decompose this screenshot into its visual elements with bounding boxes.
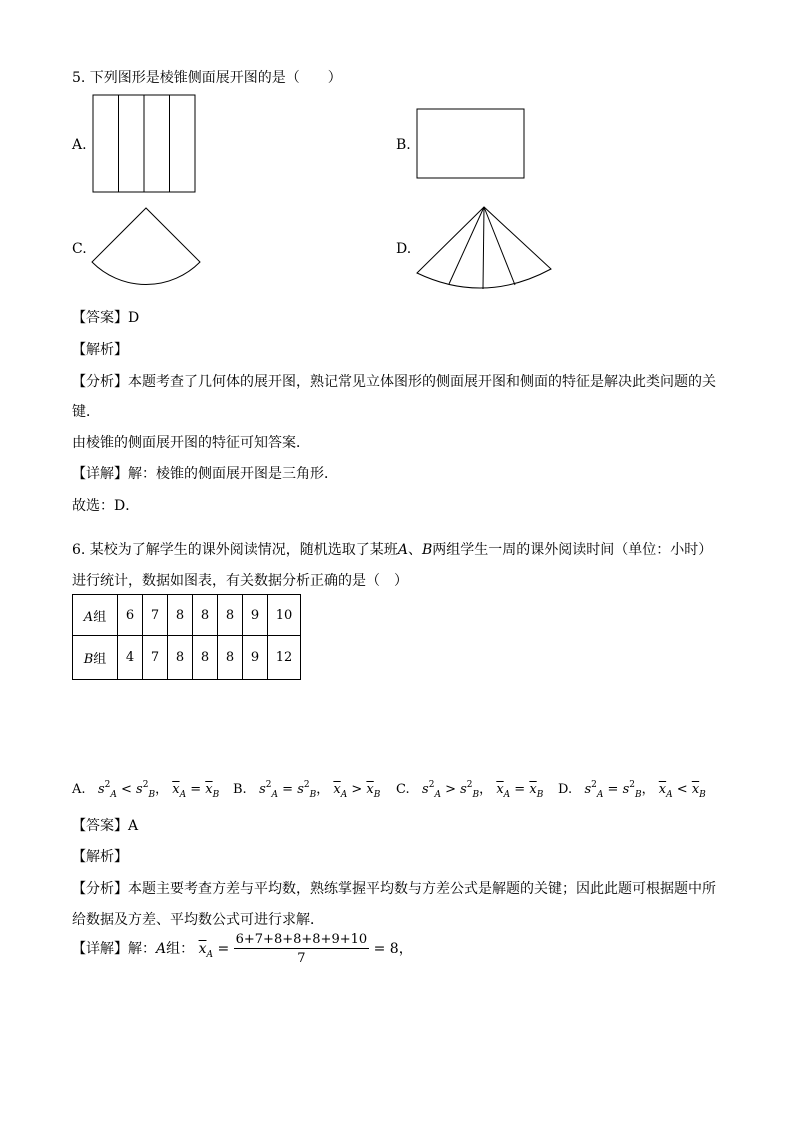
cell: 10: [268, 595, 301, 636]
detail-result: = 8，: [373, 941, 413, 957]
cell: 8: [193, 595, 218, 636]
q6-stem-part2: 两组学生一周的课外阅读时间（单位：小时）: [432, 542, 713, 558]
q6-option-b: B. $s^2_A = s^2_B$， $\overline{x}_A > \overline{x}_B$: [233, 780, 381, 800]
q5-stem: 5. 下列图形是棱锥侧面展开图的是（ ）: [72, 70, 342, 86]
q5-answer: 【答案】D: [72, 310, 140, 326]
q6-analysis-title: 【解析】: [72, 849, 128, 865]
detail-fraction: [234, 932, 370, 966]
q5-analysis-title: 【解析】: [72, 342, 128, 358]
q6-stem-part1: 6. 某校为了解学生的课外阅读情况，随机选取了某班: [72, 542, 398, 558]
detail-equals: =: [217, 941, 230, 957]
q6-option-c: C. $s^2_A > s^2_B$， $\overline{x}_A = \overline{x}_B$: [396, 780, 544, 800]
cell: 8: [218, 595, 243, 636]
row-label-b: B组: [73, 636, 118, 680]
q6-stem-sep: 、: [407, 542, 422, 558]
cell: 8: [168, 595, 193, 636]
cell: 9: [243, 636, 268, 680]
q5-analysis-line1-cont: 键．: [72, 404, 100, 420]
fraction-numerator: 6+7+8+8+8+9+10: [235, 932, 368, 947]
row-label-a: A组: [73, 595, 118, 636]
cell: 4: [118, 636, 143, 680]
q5-detail: 【详解】解：棱锥的侧面展开图是三角形．: [72, 466, 338, 482]
q6-data-table: [72, 594, 301, 680]
q6-analysis-line2: 给数据及方差、平均数公式可进行求解．: [72, 912, 324, 928]
q5-option-c-label: C.: [72, 241, 87, 257]
cell: 12: [268, 636, 301, 680]
q6-stem-var-a: A: [397, 542, 408, 558]
q5-analysis-line2: 由棱锥的侧面展开图的特征可知答案．: [72, 435, 310, 451]
table-row-b: [73, 636, 301, 680]
q6-detail-formula: [72, 932, 413, 966]
cell: 7: [143, 636, 168, 680]
q5-figure-d-pyramid-net: [415, 205, 553, 293]
detail-mid: 组：: [166, 941, 195, 957]
fraction-denominator: 7: [297, 951, 306, 966]
q5-figure-c-sector: [90, 206, 202, 288]
q5-choice: 故选：D．: [72, 498, 140, 514]
q5-figure-a-rectangles: [92, 94, 198, 194]
cell: 6: [118, 595, 143, 636]
q6-stem-line2: 进行统计，数据如图表，有关数据分析正确的是（ ）: [72, 573, 408, 589]
detail-mean-symbol: $\overline{x}$: [198, 941, 207, 957]
q5-figure-b-rectangle: [416, 108, 526, 180]
q6-answer: 【答案】A: [72, 818, 139, 834]
cell: 9: [243, 595, 268, 636]
q6-stem-var-b: B: [421, 542, 433, 558]
cell: 8: [193, 636, 218, 680]
table-row-a: [73, 595, 301, 636]
q5-option-a-label: A.: [72, 137, 87, 153]
q5-option-d-label: D.: [396, 241, 412, 257]
q6-analysis-line1: 【分析】本题主要考查方差与平均数，熟练掌握平均数与方差公式是解题的关键；因此此题可根据题中所: [72, 881, 716, 897]
q6-stem-line1: [72, 539, 712, 559]
detail-var: A: [156, 941, 167, 957]
q6-option-d: D. $s^2_A = s^2_B$， $\overline{x}_A < \overline{x}_B$: [558, 780, 706, 800]
cell: 8: [218, 636, 243, 680]
detail-prefix: 【详解】解：: [72, 941, 156, 957]
q5-analysis-line1: 【分析】本题考查了几何体的展开图，熟记常见立体图形的侧面展开图和侧面的特征是解决此类问题的关: [72, 374, 716, 390]
detail-mean-sub: A: [206, 950, 213, 960]
cell: 7: [143, 595, 168, 636]
q5-option-b-label: B.: [396, 137, 411, 153]
q6-option-a: A. $s^2_A < s^2_B$， $\overline{x}_A = \overline{x}_B$: [72, 780, 220, 800]
cell: 8: [168, 636, 193, 680]
